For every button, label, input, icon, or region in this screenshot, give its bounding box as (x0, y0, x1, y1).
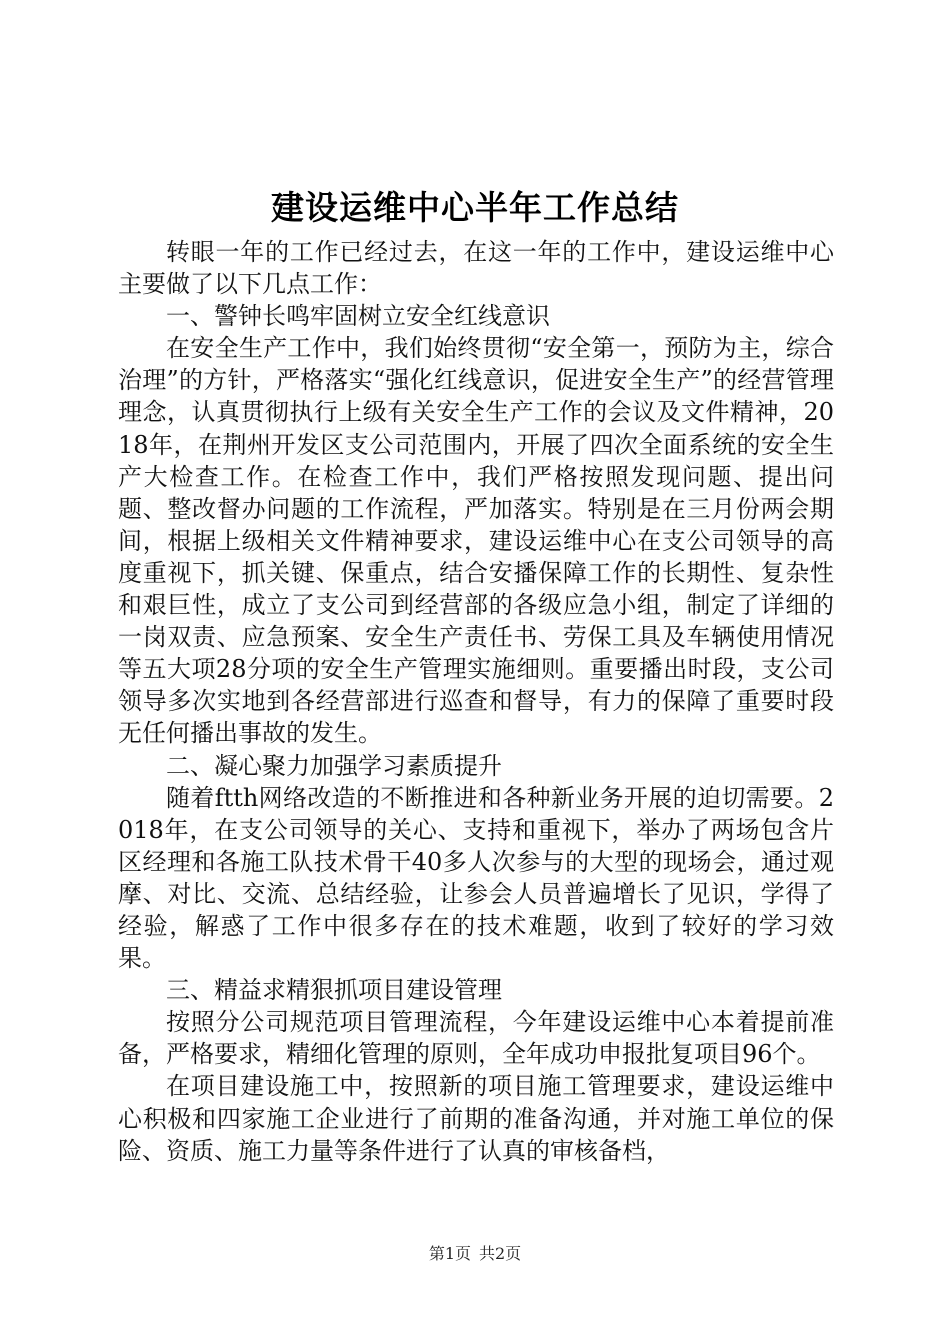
paragraph-safety: 在安全生产工作中，我们始终贯彻“安全第一，预防为主，综合治理”的方针，严格落实“强化红线意识，促进安全生产”的经营管理理念，认真贯彻执行上级有关安全生产工作的会议及文件精神，2018年，在荆州开发区支公司范围内，开展了四次全面系统的安全生产大检查工作。在检查工作中，我们严格按照发现问题、提出问题、整改督办问题的工作流程，严加落实。特别是在三月份两会期间，根据上级相关文件精神要求，建设运维中心在支公司领导的高度重视下，抓关键、保重点，结合安播保障工作的长期性、复杂性和艰巨性，成立了支公司到经营部的各级应急小组，制定了详细的一岗双责、应急预案、安全生产责任书、劳保工具及车辆使用情况等五大项28分项的安全生产管理实施细则。重要播出时段，支公司领导多次实地到各经营部进行巡查和督导，有力的保障了重要时段无任何播出事故的发生。 (118, 334, 834, 748)
page-footer (0, 1243, 950, 1265)
paragraph-intro: 转眼一年的工作已经过去，在这一年的工作中，建设运维中心主要做了以下几点工作： (118, 238, 834, 299)
paragraph-learning: 随着ftth网络改造的不断推进和各种新业务开展的迫切需要。2018年，在支公司领导的关心、支持和重视下，举办了两场包含片区经理和各施工队技术骨干40多人次参与的大型的现场会，通过观摩、对比、交流、总结经验，让参会人员普遍增长了见识，学得了经验，解惑了工作中很多存在的技术难题，收到了较好的学习效果。 (118, 783, 834, 973)
section-heading-2: 二、凝心聚力加强学习素质提升 (166, 751, 502, 780)
paragraph-construction: 在项目建设施工中，按照新的项目施工管理要求，建设运维中心积极和四家施工企业进行了前期的准备沟通，并对施工单位的保险、资质、施工力量等条件进行了认真的审核备档， (118, 1072, 834, 1165)
document-title: 建设运维中心半年工作总结 (271, 188, 679, 227)
document-body (118, 236, 834, 1167)
page-number-total: 共2页 (479, 1244, 522, 1263)
section-heading-3: 三、精益求精狠抓项目建设管理 (166, 976, 502, 1005)
paragraph-projects: 按照分公司规范项目管理流程，今年建设运维中心本着提前准备，严格要求，精细化管理的原则，全年成功申报批复项目96个。 (118, 1008, 834, 1069)
section-heading-1: 一、警钟长鸣牢固树立安全红线意识 (166, 302, 550, 331)
page-number-current: 第1页 (428, 1244, 471, 1263)
